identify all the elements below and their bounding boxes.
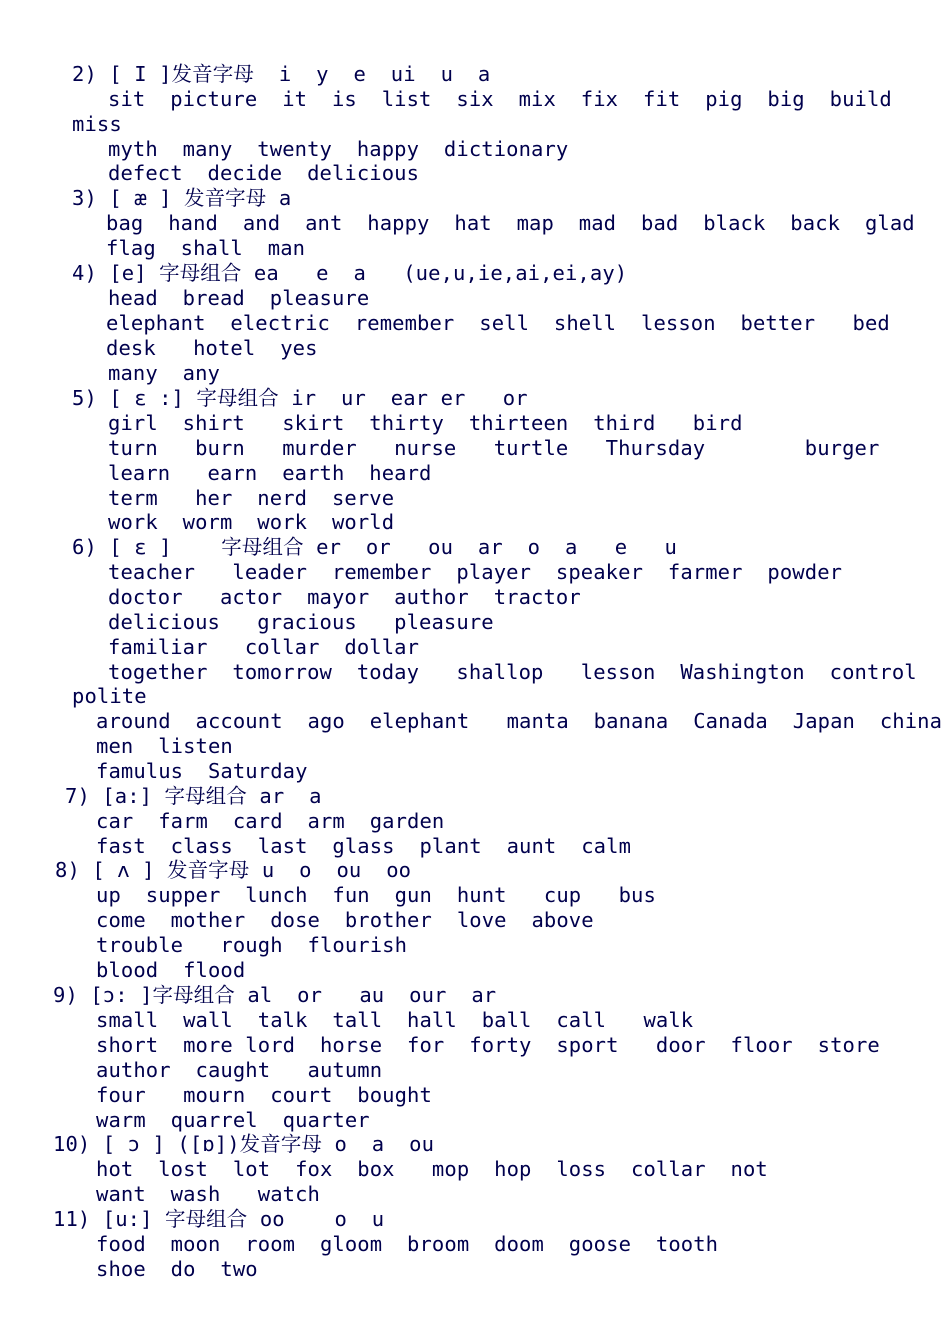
- word-line: shoe do two: [96, 1257, 258, 1281]
- section-5-heading: 5) [ ε :] 字母组合 ir ur ear er or: [72, 386, 528, 410]
- word-line: desk hotel yes: [106, 336, 318, 360]
- word-line: term her nerd serve: [108, 486, 395, 510]
- word-line: hot lost lot fox box mop hop loss collar not: [96, 1157, 768, 1181]
- word-line: sit picture it is list six mix fix fit pig big build: [108, 87, 892, 111]
- word-line: warm quarrel quarter: [96, 1108, 370, 1132]
- word-line: author caught autumn: [96, 1058, 383, 1082]
- word-line: together tomorrow today shallop lesson Washington control: [108, 660, 917, 684]
- section-2-heading: 2) [ I ]发音字母 i y e ui u a: [72, 62, 491, 86]
- word-line: defect decide delicious: [108, 161, 420, 185]
- word-line: around account ago elephant manta banana Canada Japan china: [96, 709, 943, 733]
- word-line: delicious gracious pleasure: [108, 610, 494, 634]
- word-line: myth many twenty happy dictionary: [108, 137, 569, 161]
- word-line: miss: [72, 112, 122, 136]
- word-line: polite: [72, 684, 147, 708]
- word-line: flag shall man: [106, 236, 306, 260]
- word-line: four mourn court bought: [96, 1083, 432, 1107]
- word-line: car farm card arm garden: [96, 809, 445, 833]
- word-line: head bread pleasure: [108, 286, 370, 310]
- word-line: girl shirt skirt thirty thirteen third bird: [108, 411, 743, 435]
- section-7-heading: 7) [a:] 字母组合 ar a: [65, 784, 322, 808]
- word-line: turn burn murder nurse turtle Thursday burger: [108, 436, 880, 460]
- word-line: bag hand and ant happy hat map mad bad black back glad: [106, 211, 915, 235]
- word-line: come mother dose brother love above: [96, 908, 594, 932]
- section-4-heading: 4) [e] 字母组合 ea e a (ue,u,ie,ai,ei,ay): [72, 261, 628, 285]
- section-6-heading: 6) [ ε ] 字母组合 er or ou ar o a e u: [72, 535, 677, 559]
- section-3-heading: 3) [ æ ] 发音字母 a: [72, 186, 292, 210]
- section-9-heading: 9) [ɔ: ]字母组合 al or au our ar: [53, 983, 497, 1007]
- section-8-heading: 8) [ ʌ ] 发音字母 u o ou oo: [55, 858, 412, 882]
- word-line: learn earn earth heard: [108, 461, 432, 485]
- word-line: want wash watch: [96, 1182, 320, 1206]
- word-line: trouble rough flourish: [96, 933, 408, 957]
- word-line: small wall talk tall hall ball call walk: [96, 1008, 694, 1032]
- word-line: elephant electric remember sell shell lesson better bed: [106, 311, 890, 335]
- word-line: work worm work world: [108, 510, 395, 534]
- section-10-heading: 10) [ ɔ ] ([ɒ])发音字母 o a ou: [53, 1132, 435, 1156]
- word-line: short more lord horse for forty sport door floor store: [96, 1033, 880, 1057]
- word-line: food moon room gloom broom doom goose tooth: [96, 1232, 719, 1256]
- word-line: familiar collar dollar: [108, 635, 420, 659]
- word-line: fast class last glass plant aunt calm: [96, 834, 632, 858]
- word-line: famulus Saturday: [96, 759, 308, 783]
- word-line: teacher leader remember player speaker farmer powder: [108, 560, 843, 584]
- section-11-heading: 11) [u:] 字母组合 oo o u: [53, 1207, 385, 1231]
- word-line: up supper lunch fun gun hunt cup bus: [96, 883, 656, 907]
- word-line: blood flood: [96, 958, 246, 982]
- word-line: many any: [108, 361, 220, 385]
- word-line: men listen: [96, 734, 233, 758]
- word-line: doctor actor mayor author tractor: [108, 585, 581, 609]
